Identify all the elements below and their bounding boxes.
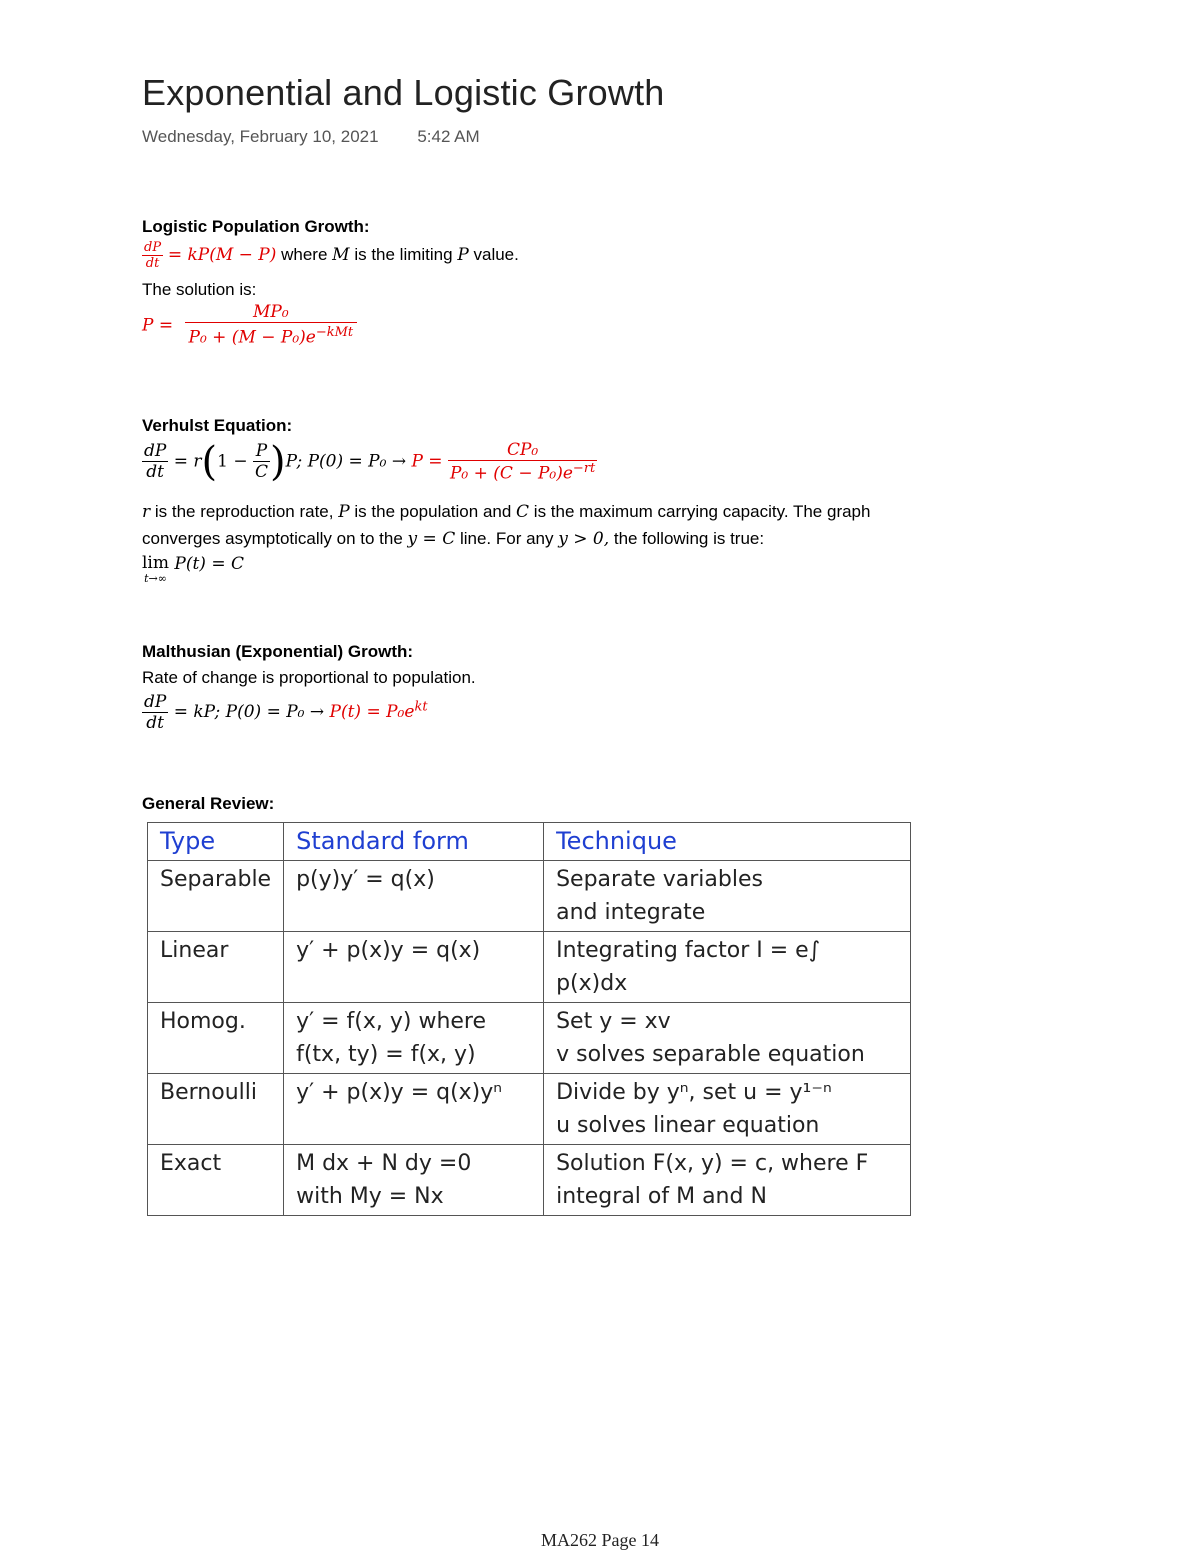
review-header-technique: Technique (544, 823, 911, 861)
malthusian-derivative: $\frac{dP}{dt}$ (144, 692, 167, 733)
verhulst-description-line1: r is the reproduction rate, P is the population and C is the maximum carrying capacity. The graph (142, 502, 871, 522)
review-table (147, 822, 911, 1216)
verhulst-description-line2: converges asymptotically on to the y = C line. For any y > 0, the following is true: (142, 529, 765, 549)
review-cell-technique: Separate variables and integrate (544, 861, 911, 932)
logistic-derivative: $\frac{dP}{dt}$ (144, 240, 162, 271)
table-row (148, 861, 911, 932)
table-row (148, 1145, 911, 1216)
review-header-form: Standard form (284, 823, 544, 861)
malthusian-description: Rate of change is proportional to population. (142, 668, 476, 687)
verhulst-derivative: $\frac{dP}{dt}$ (144, 441, 167, 483)
verhulst-limit: lim t→∞ P(t) = C (142, 553, 244, 585)
note-datetime (142, 127, 514, 147)
table-row (148, 1003, 911, 1074)
review-cell-form: p(y)y′ = q(x) (284, 861, 544, 932)
note-date: Wednesday, February 10, 2021 (142, 127, 379, 146)
review-header-type: Type (148, 823, 284, 861)
verhulst-heading: Verhulst Equation: (142, 416, 293, 435)
verhulst-inner-fraction: $\frac{P}{C}$ (255, 441, 269, 483)
review-cell-technique: Integrating factor I = e∫ p(x)dx (544, 932, 911, 1003)
review-cell-type: Homog. (148, 1003, 284, 1074)
table-row (148, 1074, 911, 1145)
review-cell-type: Linear (148, 932, 284, 1003)
verhulst-solution-fraction: $\frac{\text{CP₀}}{P_0 + (C - P_0)e^{-rt}}$ (449, 440, 596, 484)
review-cell-technique: Set y = xv v solves separable equation (544, 1003, 911, 1074)
review-cell-type: Exact (148, 1145, 284, 1216)
table-row (148, 932, 911, 1003)
review-cell-form: y′ = f(x, y) where f(tx, ty) = f(x, y) (284, 1003, 544, 1074)
review-cell-type: Separable (148, 861, 284, 932)
malthusian-heading: Malthusian (Exponential) Growth: (142, 642, 414, 661)
review-cell-form: y′ + p(x)y = q(x)yⁿ (284, 1074, 544, 1145)
review-heading: General Review: (142, 794, 275, 813)
malthusian-equation: $\frac{dP}{dt}$ = kP; $P(0) = P_0 \to P(t) = P_0e^{kt}$ (144, 692, 428, 733)
page-footer: MA262 Page 14 (541, 1530, 659, 1550)
logistic-equation: $\frac{dP}{dt}$ = kP(M − P) where M is the limiting P value. (144, 240, 519, 271)
review-cell-form: M dx + N dy =0 with My = Nx (284, 1145, 544, 1216)
review-cell-form: y′ + p(x)y = q(x) (284, 932, 544, 1003)
logistic-solution: P = $\frac{\text{MP₀}}{P_0 + (M - P_0)e^{-kMt}}$ (142, 302, 357, 350)
review-cell-technique: Divide by yⁿ, set u = y¹⁻ⁿ u solves linear equation (544, 1074, 911, 1145)
logistic-heading: Logistic Population Growth: (142, 217, 370, 236)
review-header-row (148, 823, 911, 861)
page-title: Exponential and Logistic Growth (142, 72, 665, 113)
review-cell-technique: Solution F(x, y) = c, where F integral of M and N (544, 1145, 911, 1216)
verhulst-equation: $\frac{dP}{dt}$ = r(1 − $\frac{P}{C}$ )P; P(0) = P₀ → P = $\frac{\text{CP₀}}{P_0 + (C - P_0)e^{-rt}}$ (144, 438, 596, 485)
logistic-solution-fraction: $\frac{\text{MP₀}}{P_0 + (M - P_0)e^{-kMt}}$ (185, 302, 358, 350)
review-cell-type: Bernoulli (148, 1074, 284, 1145)
note-time: 5:42 AM (417, 127, 480, 146)
logistic-solution-label: The solution is: (142, 280, 257, 299)
